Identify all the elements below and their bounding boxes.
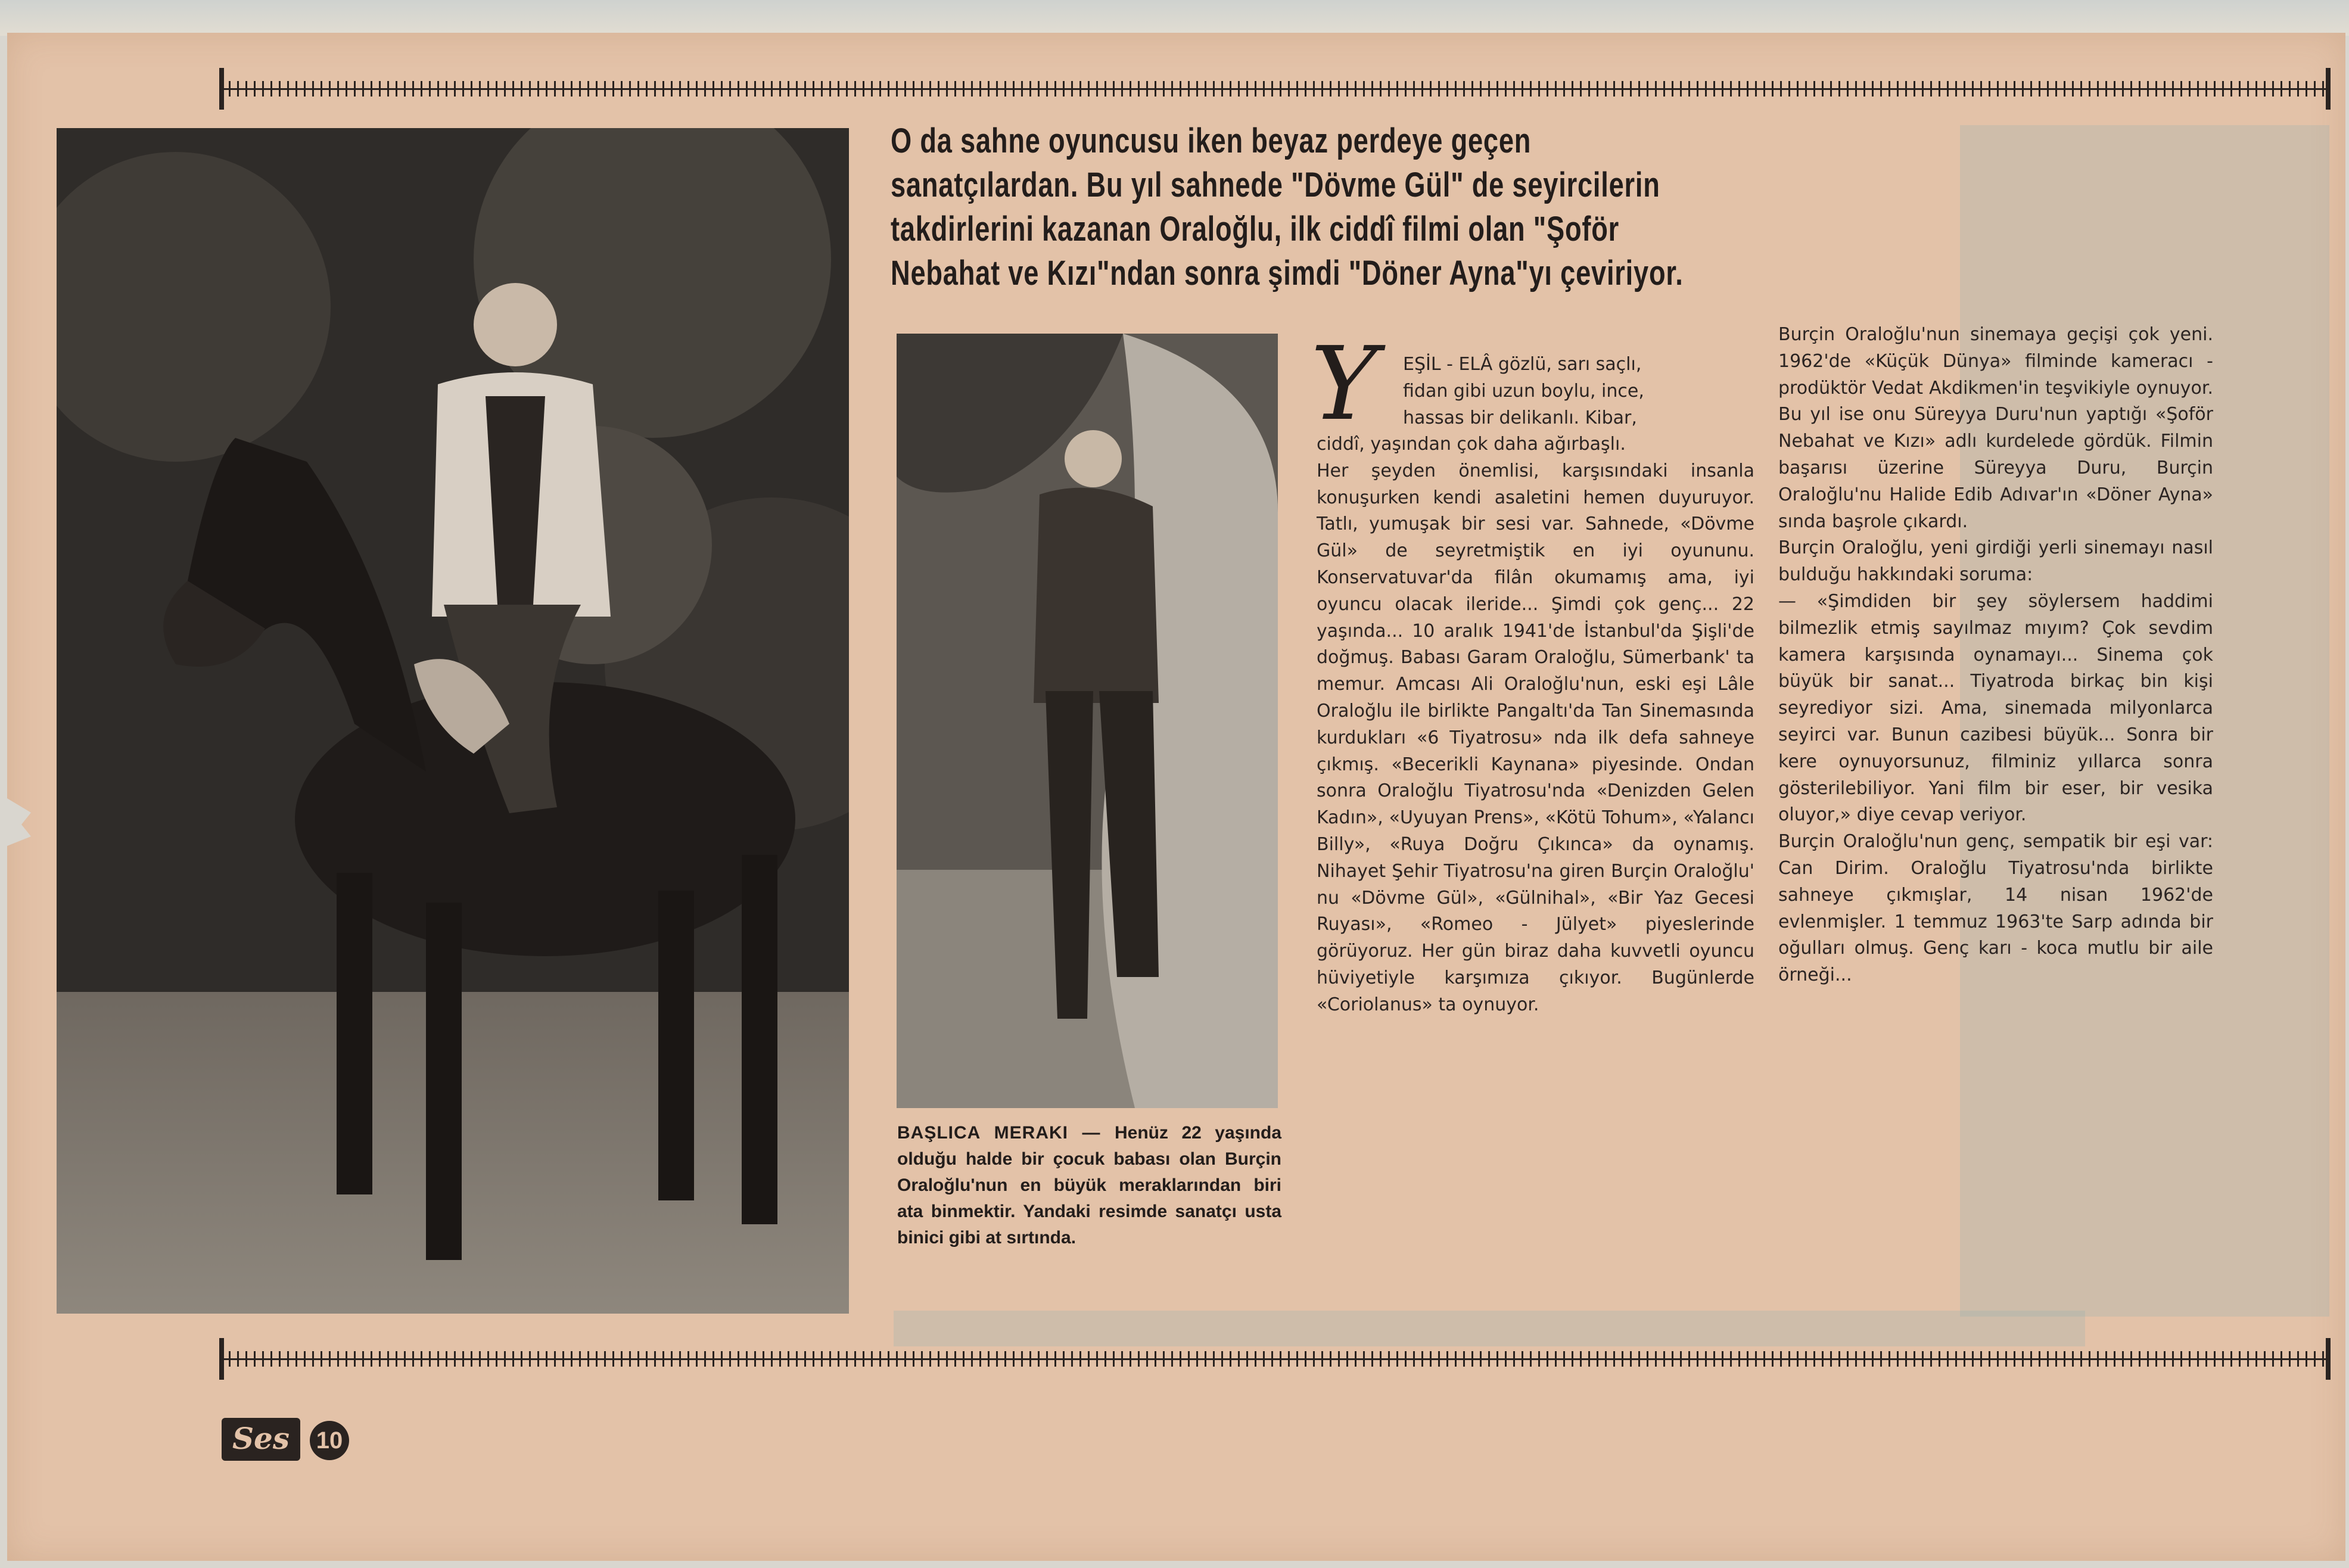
caption-lead: BAŞLICA MERAKI —	[897, 1123, 1115, 1143]
top-ornamental-rule	[220, 81, 2329, 97]
bottom-ornamental-rule	[220, 1351, 2329, 1367]
drop-cap: Y	[1311, 325, 1378, 443]
rule-end-right-top	[2326, 68, 2331, 110]
photo-caption	[897, 1120, 1281, 1251]
article-column-2: Burçin Oraloğlu'nun sinemaya geçişi çok yeni. 1962'de «Küçük Dünya» filminde kameracı - prodüktör Vedat Akdikmen'in teşvikiyle oynuyor. Bu yıl ise onu Süreyya Duru'nun yaptığı «Şoför Nebahat ve Kızı» adlı kurdelede gördük. Filmin başarısı üzerine Süreyya Duru, Burçin Oraloğlu'nu Halide Edib Adıvar'ın «Döner Ayna» sında başrole çıkardı. Burçin Oraloğlu, yeni girdiği yerli sinemayı nasıl bulduğu hakkındaki soruma: — «Şimdiden bir şey söylersem haddimi bilmezlik etmiş sayılmaz mıyım? Çok sevdim kamera karşısında oynamayı... Sinema çok büyük bir sanat... Tiyatroda birkaç bin kişi seyrediyor sizi. Ama, sinemada milyonlarca seyirci var. Bunun cazibesi büyük... Sonra bir kere oynuyorsunuz, filminiz yıllarca sonra gösterilebiliyor. Yani film bir eser, bir vesika oluyor,» diye cevap veriyor. Burçin Oraloğlu'nun genç, sempatik bir eşi var: Can Dirim. Oraloğlu Tiyatrosu'nda birlikte sahneye çıkmışlar, 14 nisan 1962'de evlenmişler. 1 temmuz 1963'te Sarp adında bir oğulları olmuş. Genç karı - koca mutlu bir aile örneği...	[1778, 324, 2213, 986]
bleed-through-bottom	[894, 1311, 2085, 1346]
photo-standing-man	[897, 334, 1278, 1108]
caption-text: Henüz 22 yaşında olduğu halde bir çocuk babası olan Burçin Oraloğlu'nun en büyük meraklarından biri ata binmektir. Yandaki resimde sanatçı usta binici gibi at sırtında.	[897, 1123, 1282, 1247]
photo-horse-rider	[57, 128, 849, 1314]
rule-end-right-bottom	[2326, 1338, 2331, 1380]
article-column-1: ciddî, yaşından çok daha ağırbaşlı. Her şeyden önemlisi, karşısındaki insanla konuşurken kendi asaletini hemen duyuruyor. Tatlı, yumuşak bir sesi var. Sahnede, «Dövme Gül» de seyretmiştik en iyi oyununu. Konservatuvar'da filân okumamış ama, iyi oyuncu olacak ileride... Şimdi çok genç... 22 yaşında... 10 aralık 1941'de İstanbul'da Şişli'de doğmuş. Babası Garam Oraloğlu, Sümerbank' ta memur. Amcası Ali Oraloğlu'nun, eski eşi Lâle Oraloğlu ile birlikte Pangaltı'da Tan Sinemasında kurdukları «6 Tiyatrosu» nda ilk defa sahneye çıkmış. «Becerikli Kaynana» piyesinde. Ondan sonra Oraloğlu Tiyatrosu'nda «Denizden Gelen Kadın», «Uyuyan Prens», «Kötü Tohum», «Yalancı Billy», «Ruya Doğru Çıkınca» da oynamış. Nihayet Şehir Tiyatrosu'na giren Burçin Oraloğlu' nu «Dövme Gül», «Gülnihal», «Bir Yaz Gecesi Ruyası», «Romeo - Jülyet» piyeslerinde görüyoruz. Her gün biraz daha kuvvetli oyuncu hüviyetiyle karşımıza çıkıyor. Bugünlerde «Coriolanus» ta oynuyor.	[1317, 434, 1754, 1015]
article-column-1-opening: EŞİL - ELÂ gözlü, sarı saçlı, fidan gibi uzun boylu, ince, hassas bir delikanlı. Kibar,	[1403, 354, 1644, 428]
article-headline: O da sahne oyuncusu iken beyaz perdeye geçen sanatçılardan. Bu yıl sahnede "Dövme Gül" de seyircilerin takdirlerini kazanan Oraloğlu, ilk ciddî filmi olan "Şoför Nebahat ve Kızı"ndan sonra şimdi "Döner Ayna"yı çeviriyor.	[891, 122, 1684, 293]
scan-background	[0, 0, 2349, 36]
page-number: 10	[310, 1421, 349, 1460]
magazine-logo: Ses	[222, 1418, 300, 1461]
